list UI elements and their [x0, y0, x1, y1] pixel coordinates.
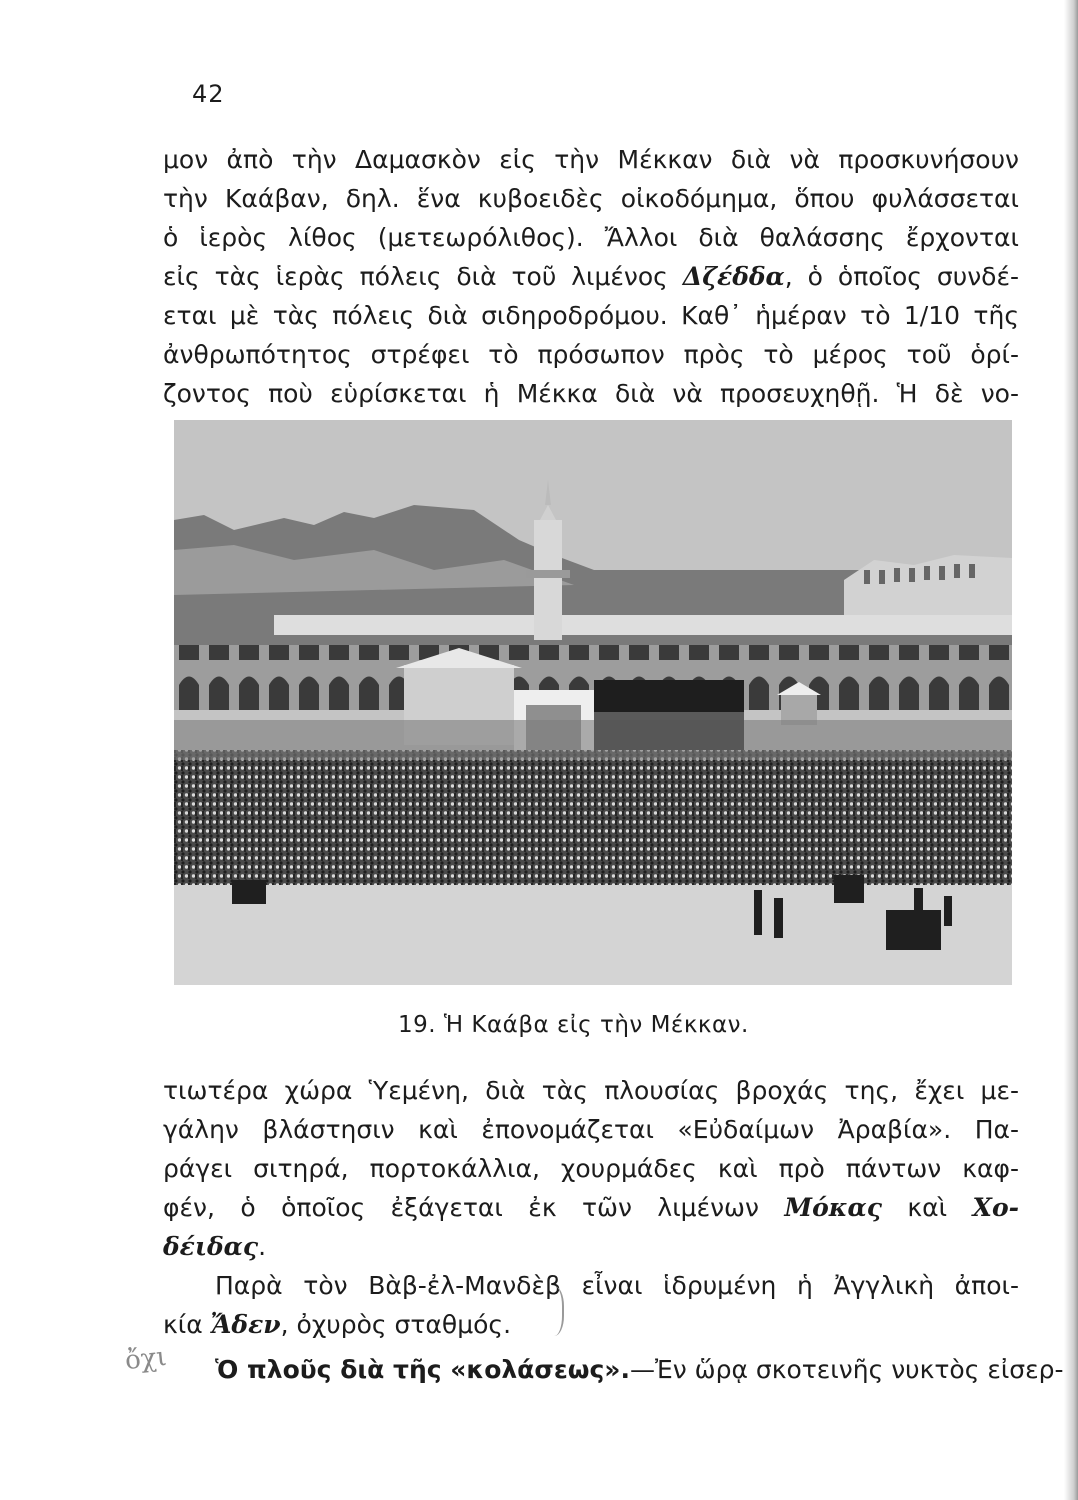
section-heading: Ὁ πλοῦς διὰ τῆς «κολάσεως».	[215, 1355, 630, 1384]
place-name-hodeida-part2: δέιδας	[163, 1232, 259, 1261]
text-line: τὴν Καάβαν, δηλ. ἕνα κυβοειδὲς οἰκοδόμημα, ὅπου φυλάσσεται	[163, 184, 1019, 213]
place-name-aden: Ἄδεν	[210, 1310, 281, 1339]
kaaba-photograph	[174, 420, 1012, 985]
pencil-stroke	[540, 1286, 564, 1336]
text-line: εται μὲ τὰς πόλεις διὰ σιδηροδρόμου. Καθ᾽ ἡμέραν τὸ 1/10 τῆς	[163, 301, 1019, 330]
text-line: μον ἀπὸ τὴν Δαμασκὸν εἰς τὴν Μέκκαν διὰ νὰ προσκυνήσουν	[163, 145, 1019, 174]
text-line: Παρὰ τὸν Βὰβ-ἐλ-Μανδὲβ εἶναι ἱδρυμένη ἡ Ἀγγλικὴ ἀποι-	[215, 1271, 1019, 1300]
section-text: —Ἐν ὥρᾳ σκοτεινῆς νυκτὸς εἰσερ-	[629, 1355, 1064, 1384]
text-span: εἰς τὰς ἱερὰς πόλεις διὰ τοῦ λιμένος	[163, 262, 668, 291]
photo-illustration	[174, 420, 1012, 985]
page-number: 42	[192, 80, 225, 108]
text-span: καὶ	[907, 1193, 948, 1222]
page-edge	[1064, 0, 1078, 1500]
text-line: γάλην βλάστησιν καὶ ἐπονομάζεται «Εὐδαίμων Ἀραβία». Πα-	[163, 1115, 1019, 1144]
text-line	[163, 262, 1019, 292]
text-line: ὁ ἱερὸς λίθος (μετεωρόλιθος). Ἄλλοι διὰ θαλάσσης ἔρχονται	[163, 223, 1019, 252]
text-span: .	[258, 1232, 267, 1261]
text-line: τιωτέρα χώρα Ὑεμένη, διὰ τὰς πλουσίας βροχάς της, ἔχει με-	[163, 1076, 1019, 1105]
place-name-mocha: Μόκας	[784, 1193, 882, 1222]
section-line	[163, 1355, 1064, 1385]
place-name-hodeida-part1: Χο-	[972, 1193, 1019, 1222]
text-line: ζοντος ποὺ εὑρίσκεται ἡ Μέκκα διὰ νὰ προσευχηθῇ. Ἡ δὲ νο-	[163, 379, 1019, 408]
text-line	[163, 1310, 1019, 1340]
figure-caption: 19. Ἡ Καάβα εἰς τὴν Μέκκαν.	[398, 1012, 749, 1038]
place-name-jeddah: Δζέδδα	[682, 262, 785, 291]
text-span: , ὀχυρὸς σταθμός.	[280, 1310, 512, 1339]
text-line	[163, 1193, 1019, 1223]
handwritten-margin-note: ὄχι	[123, 1341, 169, 1377]
text-line: ράγει σιτηρά, πορτοκάλλια, χουρμάδες καὶ πρὸ πάντων καφ-	[163, 1154, 1019, 1183]
text-span: φέν, ὁ ὁποῖος ἐξάγεται ἐκ τῶν λιμένων	[163, 1193, 759, 1222]
text-line	[163, 1232, 1019, 1262]
text-span: κία	[163, 1310, 203, 1339]
text-line: ἀνθρωπότητος στρέφει τὸ πρόσωπον πρὸς τὸ μέρος τοῦ ὁρί-	[163, 340, 1019, 369]
text-span: , ὁ ὁποῖος συνδέ-	[784, 262, 1019, 291]
